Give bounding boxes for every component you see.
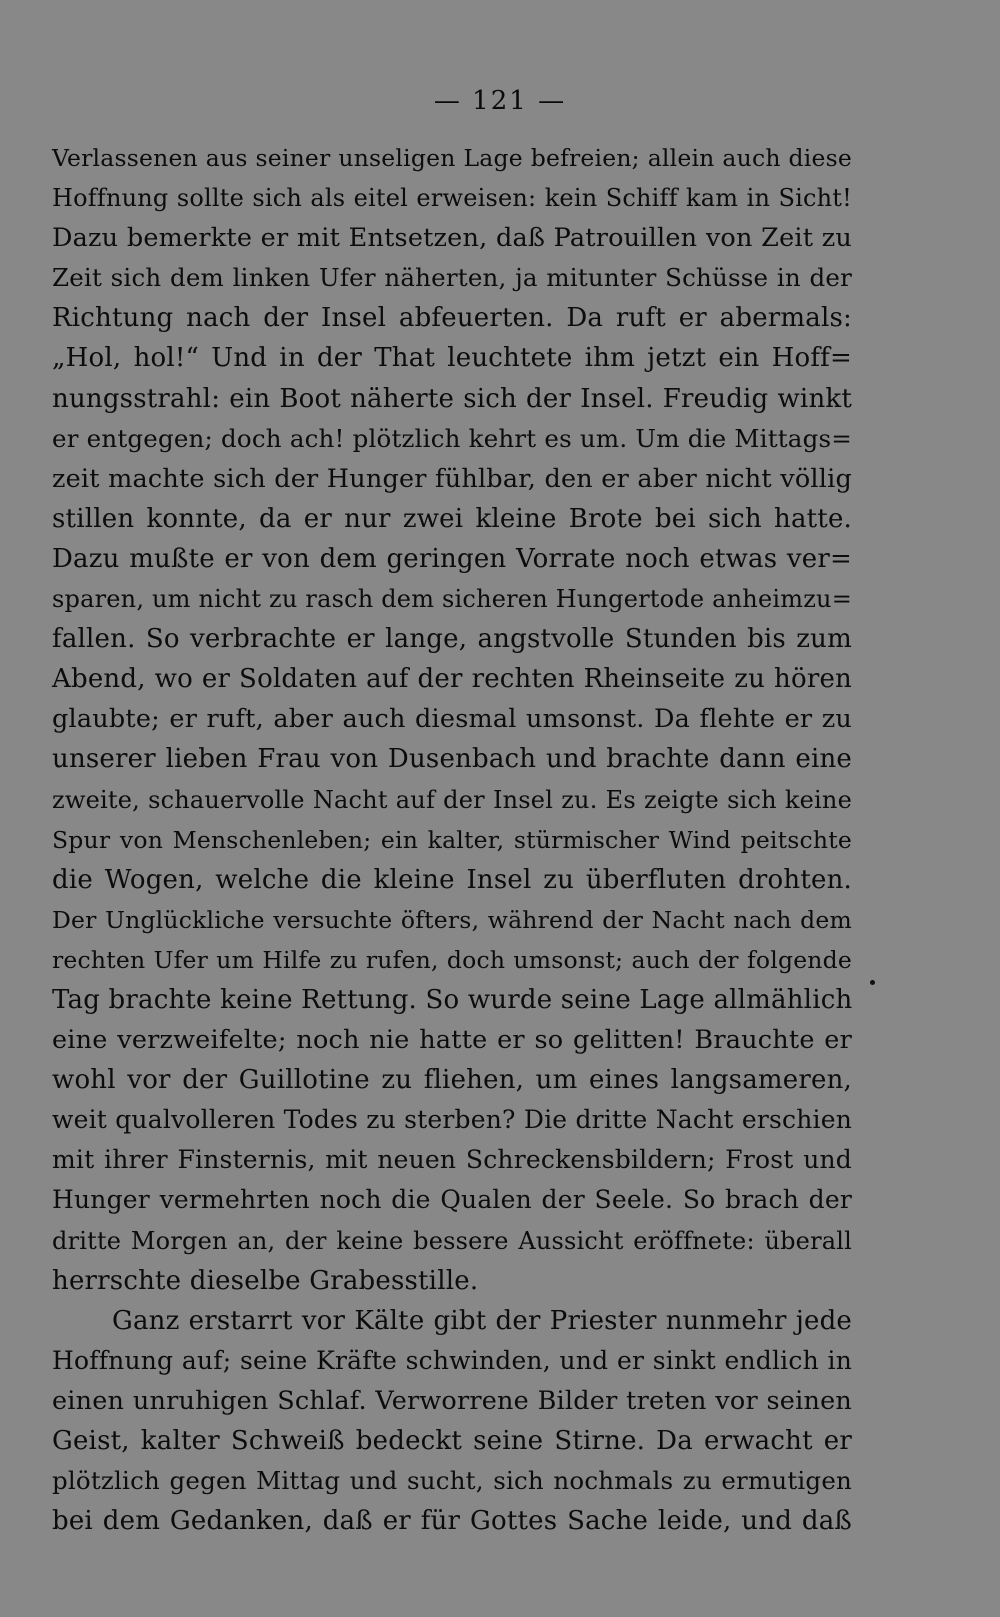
text-line: zeit machte sich der Hunger fühlbar, den er aber nicht völlig (52, 463, 852, 494)
text-line: Hunger vermehrten noch die Qualen der Seele. So brach der (52, 1185, 852, 1215)
paragraph-start-line: Ganz erstarrt vor Kälte gibt der Priester nunmehr jede (112, 1305, 852, 1336)
text-line: Hoffnung sollte sich als eitel erweisen: kein Schiff kam in Sicht! (52, 184, 852, 213)
text-line: unserer lieben Frau von Dusenbach und brachte dann eine (52, 744, 852, 775)
text-line: wohl vor der Guillotine zu fliehen, um eines langsameren, (52, 1065, 852, 1096)
text-line: Richtung nach der Insel abfeuerten. Da ruft er abermals: (52, 303, 852, 334)
paragraph-end-line: herrschte dieselbe Grabesstille. (52, 1265, 479, 1296)
text-line: nungsstrahl: ein Boot näherte sich der Insel. Freudig winkt (52, 383, 852, 414)
text-line: weit qualvolleren Todes zu sterben? Die dritte Nacht erschien (52, 1105, 852, 1135)
text-line: die Wogen, welche die kleine Insel zu überfluten drohten. (52, 864, 852, 895)
text-line: stillen konnte, da er nur zwei kleine Brote bei sich hatte. (52, 503, 852, 534)
text-line: einen unruhigen Schlaf. Verworrene Bilder treten vor seinen (52, 1385, 852, 1416)
text-line: „Hol, hol!“ Und in der That leuchtete ihm jetzt ein Hoff= (52, 343, 852, 374)
text-line: eine verzweifelte; noch nie hatte er so gelitten! Brauchte er (52, 1025, 852, 1056)
text-line: dritte Morgen an, der keine bessere Aussicht eröffnete: überall (52, 1226, 852, 1255)
text-line: Zeit sich dem linken Ufer näherten, ja mitunter Schüsse in der (52, 263, 852, 293)
text-line: Geist, kalter Schweiß bedeckt seine Stirne. Da erwacht er (52, 1426, 852, 1456)
text-line: bei dem Gedanken, daß er für Gottes Sache leide, und daß (52, 1506, 852, 1537)
text-line: Tag brachte keine Rettung. So wurde seine Lage allmählich (52, 984, 853, 1015)
page-number: — 121 — (433, 86, 567, 116)
text-line: Abend, wo er Soldaten auf der rechten Rheinseite zu hören (52, 664, 852, 695)
text-line: rechten Ufer um Hilfe zu rufen, doch umsonst; auch der folgende (52, 945, 852, 974)
text-line: plötzlich gegen Mittag und sucht, sich nochmals zu ermutigen (52, 1466, 852, 1496)
text-line: mit ihrer Finsternis, mit neuen Schreckensbildern; Frost und (52, 1145, 852, 1175)
text-line: glaubte; er ruft, aber auch diesmal umsonst. Da flehte er zu (52, 704, 852, 735)
text-line: zweite, schauervolle Nacht auf der Insel zu. Es zeigte sich keine (52, 785, 852, 814)
text-line: sparen, um nicht zu rasch dem sicheren Hungertode anheimzu= (52, 585, 852, 614)
text-line: er entgegen; doch ach! plötzlich kehrt es um. Um die Mittags= (52, 423, 852, 453)
text-line: Der Unglückliche versuchte öfters, während der Nacht nach dem (52, 905, 852, 934)
text-line: Hoffnung auf; seine Kräfte schwinden, und er sinkt endlich in (52, 1345, 852, 1375)
text-line: Dazu mußte er von dem geringen Vorrate noch etwas ver= (52, 543, 852, 574)
text-line: Dazu bemerkte er mit Entsetzen, daß Patrouillen von Zeit zu (52, 223, 852, 254)
text-line: fallen. So verbrachte er lange, angstvolle Stunden bis zum (52, 624, 852, 655)
ink-speck (870, 980, 875, 985)
text-line: Spur von Menschenleben; ein kalter, stürmischer Wind peitschte (52, 825, 852, 854)
body-text (52, 138, 852, 1541)
text-line: Verlassenen aus seiner unseligen Lage befreien; allein auch diese (52, 144, 852, 172)
